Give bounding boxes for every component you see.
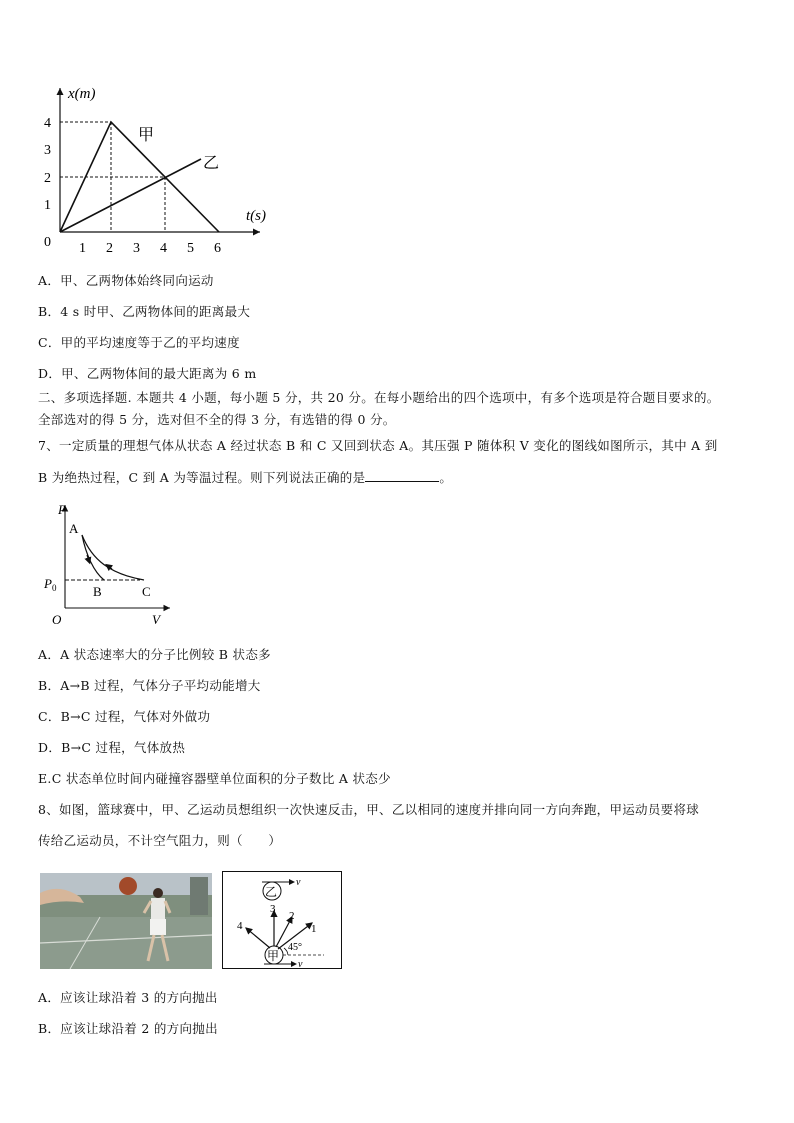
y-tick: 2 (44, 171, 51, 186)
player-jia-label: 甲 (267, 949, 280, 963)
q7-stem-line2-end: 。 (439, 470, 453, 485)
basketball-photo (40, 873, 212, 969)
yi-velocity-label: v (296, 877, 301, 888)
answer-blank (365, 470, 439, 482)
direction-3-label: 3 (270, 903, 276, 915)
x-tick: 5 (187, 241, 194, 256)
jia-velocity-label: v (298, 959, 303, 969)
x-tick: 4 (160, 241, 167, 256)
pv-p-label: P (58, 502, 66, 517)
q6-option-a: A．甲、乙两物体始终同向运动 (38, 273, 214, 288)
y-tick: 4 (44, 116, 51, 131)
q7-option-e: E.C 状态单位时间内碰撞容器壁单位面积的分子数比 A 状态少 (38, 771, 391, 786)
q7-option-b: B．A→B 过程，气体分子平均动能增大 (38, 678, 261, 693)
pv-o-label: O (52, 612, 62, 627)
q7-stem-line2 (38, 468, 452, 486)
label-yi: 乙 (203, 155, 220, 172)
q6-option-c: C．甲的平均速度等于乙的平均速度 (38, 335, 240, 350)
q8-stem-line1: 8、如图，篮球赛中，甲、乙运动员想组织一次快速反击，甲、乙以相同的速度并排向同一方向奔跑，甲运动员要将球 (38, 802, 700, 817)
xt-graph (28, 80, 288, 260)
pv-c-label: C (142, 584, 151, 599)
direction-1-label: 1 (311, 923, 317, 935)
throw-direction-diagram (222, 871, 342, 969)
x-tick: 6 (214, 241, 221, 256)
q7-option-a: A．A 状态速率大的分子比例较 B 状态多 (38, 647, 271, 662)
x-tick: 3 (133, 241, 140, 256)
q8-option-b: B．应该让球沿着 2 的方向抛出 (38, 1021, 218, 1036)
q6-option-b: B．4 s 时甲、乙两物体间的距离最大 (38, 304, 251, 319)
basketball-icon (119, 877, 137, 895)
angle-label: 45° (288, 942, 302, 953)
q7-option-d: D．B→C 过程，气体放热 (38, 740, 186, 755)
x-tick: 2 (106, 241, 113, 256)
q6-option-d: D．甲、乙两物体间的最大距离为 6 m (38, 366, 257, 381)
pv-b-label: B (93, 584, 102, 599)
x-tick: 1 (79, 241, 86, 256)
pv-p0-label: $P_0$ (44, 576, 57, 593)
q7-stem-line2-text: B 为绝热过程，C 到 A 为等温过程。则下列说法正确的是 (38, 470, 366, 485)
q8-option-a: A．应该让球沿着 3 的方向抛出 (38, 990, 218, 1005)
y-tick: 3 (44, 143, 51, 158)
section2-line2: 全部选对的得 5 分，选对但不全的得 3 分，有选错的得 0 分。 (38, 412, 396, 427)
x-axis-label: t(s) (246, 208, 266, 224)
direction-2-label: 2 (289, 910, 295, 922)
section2-line1: 二、多项选择题. 本题共 4 小题，每小题 5 分，共 20 分。在每小题给出的四个选项中，有多个选项是符合题目要求的。 (38, 390, 720, 405)
label-jia: 甲 (138, 127, 155, 144)
q8-stem-line2: 传给乙运动员，不计空气阻力，则（ ） (38, 833, 282, 848)
pv-a-label: A (69, 521, 79, 536)
y-axis-label: x(m) (68, 86, 96, 102)
pv-curve-ca (82, 535, 144, 580)
q7-option-c: C．B→C 过程，气体对外做功 (38, 709, 211, 724)
player-yi-label: 乙 (265, 885, 278, 899)
direction-4-label: 4 (237, 920, 243, 932)
pv-v-label: V (152, 612, 160, 627)
q7-stem-line1: 7、一定质量的理想气体从状态 A 经过状态 B 和 C 又回到状态 A。其压强 P 随体积 V 变化的图线如图所示，其中 A 到 (38, 438, 718, 453)
pv-graph (40, 500, 180, 630)
y-tick: 1 (44, 198, 51, 213)
origin-label: 0 (44, 235, 51, 250)
line-yi (60, 159, 201, 232)
